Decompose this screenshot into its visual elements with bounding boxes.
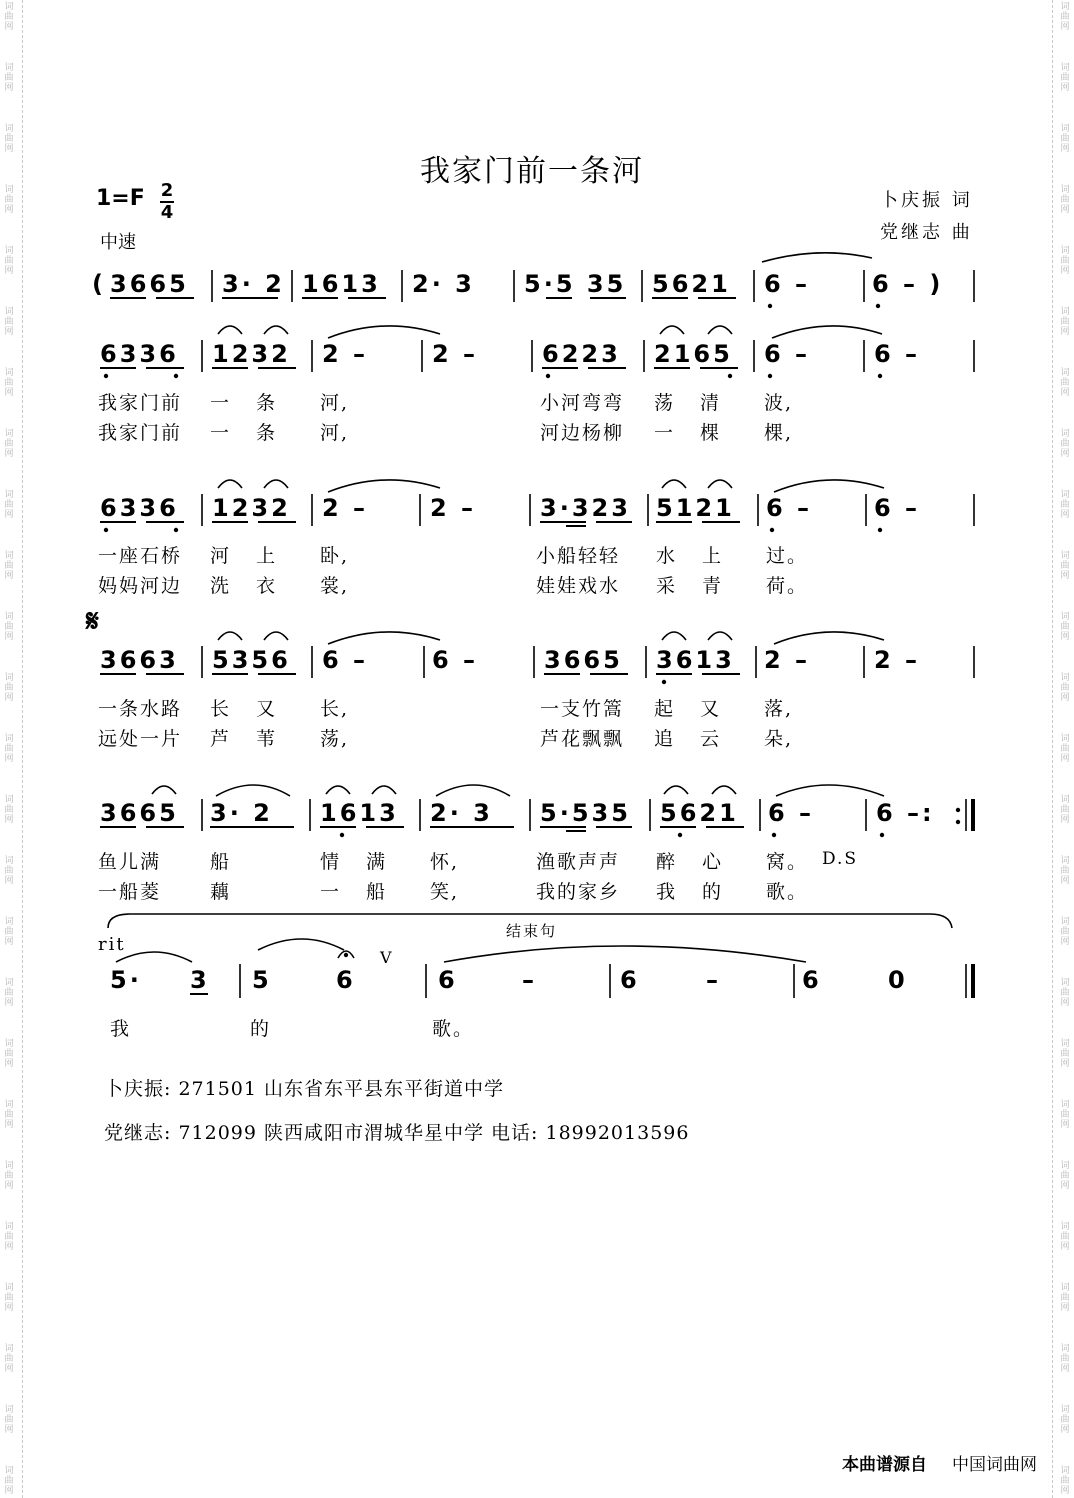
ending-note: 6 [620, 966, 640, 994]
breath-mark: V [380, 948, 392, 967]
watermark-text: 词曲网 [4, 612, 14, 642]
watermark-text: 词曲网 [1060, 734, 1070, 764]
ending-dash: – [522, 966, 537, 994]
lyric: 鱼儿满 [98, 851, 162, 873]
watermark-text: 词曲网 [4, 978, 14, 1008]
watermark-text: 词曲网 [4, 1466, 14, 1496]
ending-note: 3 [190, 966, 210, 994]
watermark-text: 词曲网 [1060, 2, 1070, 32]
watermark-text: 词曲网 [1060, 1344, 1070, 1374]
lyric: 我 [656, 881, 678, 903]
watermark-text: 词曲网 [1060, 795, 1070, 825]
lyric: 一船菱 [98, 881, 162, 903]
measure: 5356 [212, 646, 291, 674]
lyric: 追 [654, 728, 676, 750]
lyric: 歌。 [432, 1018, 475, 1040]
watermark-text: 词曲网 [1060, 63, 1070, 93]
measure: 2165 [654, 340, 733, 368]
lyric: 一座石桥 [98, 545, 183, 567]
lyric: 我家门前 [98, 392, 183, 414]
composer-credit: 党继志 曲 [880, 222, 973, 243]
lyricist-contact: 卜庆振: 271501 山东省东平县东平街道中学 [104, 1078, 505, 1100]
tempo-marking: 中速 [100, 232, 136, 253]
ending-note: 5 [252, 966, 272, 994]
lyric: 我家门前 [98, 422, 183, 444]
time-numerator: 2 [160, 180, 174, 201]
octave-dots [104, 304, 884, 837]
measure: 6 – [764, 270, 811, 298]
watermark-text: 词曲网 [1060, 368, 1070, 398]
measure: 3665 [544, 646, 623, 674]
measure: 3· 2 [222, 270, 285, 298]
watermark-text: 词曲网 [4, 368, 14, 398]
key-signature: 1=F [96, 186, 145, 211]
lyric: 上 [256, 545, 278, 567]
measure: 2· 3 [412, 270, 475, 298]
watermark-text: 词曲网 [4, 124, 14, 154]
ending-note: 6 [336, 966, 356, 994]
lyric: 满 [366, 851, 388, 873]
measure: 6 – [322, 646, 369, 674]
lyricist-credit: 卜庆振 词 [880, 190, 973, 211]
lyric: 青 [702, 575, 724, 597]
lyric: 河 [210, 545, 232, 567]
ending-label: 结束句 [506, 922, 558, 940]
measure: 6 – [874, 494, 921, 522]
watermark-text: 词曲网 [4, 1222, 14, 1252]
lyric: 河边杨柳 [540, 422, 625, 444]
lyric: 藕 [210, 881, 232, 903]
watermark-text: 词曲网 [1060, 429, 1070, 459]
lyric: 又 [700, 698, 722, 720]
lyric: 妈妈河边 [98, 575, 183, 597]
measure: 1232 [212, 340, 291, 368]
lyric: 我 [110, 1018, 132, 1040]
lyric: 一 [320, 881, 342, 903]
measure: 3665 [110, 270, 189, 298]
watermark-text: 词曲网 [1060, 1100, 1070, 1130]
measure: 1613 [302, 270, 381, 298]
measure: 6 – [768, 799, 815, 827]
ending-dash: – [706, 966, 721, 994]
watermark-text: 词曲网 [4, 490, 14, 520]
lyric: 过。 [766, 545, 809, 567]
repeat-dots [956, 808, 960, 824]
footer-source-label: 本曲谱源自 [842, 1455, 927, 1475]
watermark-text: 词曲网 [1060, 917, 1070, 947]
measure: 6 – [874, 340, 921, 368]
watermark-text: 词曲网 [1060, 490, 1070, 520]
measure: 3· 2 [210, 799, 273, 827]
measure: 3613 [656, 646, 735, 674]
lyric: 裳, [320, 575, 350, 597]
watermark-text: 词曲网 [4, 734, 14, 764]
watermark-text: 词曲网 [1060, 1222, 1070, 1252]
lyric: 荡 [654, 392, 676, 414]
watermark-text: 词曲网 [1060, 551, 1070, 581]
watermark-text: 词曲网 [1060, 612, 1070, 642]
measure: 1613 [320, 799, 399, 827]
lyric: 衣 [256, 575, 278, 597]
lyric: 小河弯弯 [540, 392, 625, 414]
measure: 2· 3 [430, 799, 493, 827]
measure: 3663 [100, 646, 179, 674]
song-title: 我家门前一条河 [420, 154, 644, 189]
lyric: 芦花飘飘 [540, 728, 625, 750]
lyric: 河, [320, 392, 350, 414]
lyric: 又 [256, 698, 278, 720]
lyric: 怀, [430, 851, 460, 873]
measure: 6336 [100, 494, 179, 522]
watermark-text: 词曲网 [4, 1039, 14, 1069]
lyric: 一 [210, 392, 232, 414]
lyric: 长, [320, 698, 350, 720]
lyric: 的 [702, 881, 724, 903]
lyric: 波, [764, 392, 794, 414]
measure: 3665 [100, 799, 179, 827]
beam-underlines [100, 298, 744, 994]
lyric: 采 [656, 575, 678, 597]
lyric: 起 [654, 698, 676, 720]
lyric: 棵 [700, 422, 722, 444]
watermark-text: 词曲网 [4, 185, 14, 215]
lyric: 条 [256, 392, 278, 414]
measure: 2 – [322, 494, 369, 522]
measure: 2 – [430, 494, 477, 522]
measure: 6336 [100, 340, 179, 368]
lyric: 娃娃戏水 [536, 575, 621, 597]
lyric: 棵, [764, 422, 794, 444]
lyric: 一条水路 [98, 698, 183, 720]
measure: 3·323 [540, 494, 631, 522]
watermark-text: 词曲网 [4, 795, 14, 825]
lyric: 醉 [656, 851, 678, 873]
watermark-text: 词曲网 [4, 1161, 14, 1191]
watermark-text: 词曲网 [1060, 1039, 1070, 1069]
watermark-text: 词曲网 [4, 673, 14, 703]
watermark-text: 词曲网 [1060, 978, 1070, 1008]
measure: 5121 [656, 494, 735, 522]
measure: 6223 [542, 340, 621, 368]
lyric: 洗 [210, 575, 232, 597]
lyric: 清 [700, 392, 722, 414]
watermark-text: 词曲网 [4, 551, 14, 581]
lyric: 卧, [320, 545, 350, 567]
lyric: 上 [702, 545, 724, 567]
watermark-text: 词曲网 [4, 856, 14, 886]
watermark-text: 词曲网 [1060, 1405, 1070, 1435]
watermark-text: 词曲网 [4, 1100, 14, 1130]
lyric: 船 [366, 881, 388, 903]
slurs [108, 253, 952, 962]
dal-segno-mark: D.S [822, 849, 859, 869]
watermark-text: 词曲网 [1060, 185, 1070, 215]
watermark-text: 词曲网 [4, 1344, 14, 1374]
watermark-text: 词曲网 [1060, 1466, 1070, 1496]
watermark-text: 词曲网 [4, 246, 14, 276]
lyric: 一 [210, 422, 232, 444]
lyric: 长 [210, 698, 232, 720]
measure: 2 – [764, 646, 811, 674]
watermark-text: 词曲网 [4, 917, 14, 947]
lyric: 一支竹篙 [540, 698, 625, 720]
measure: 6 – [764, 340, 811, 368]
time-denominator: 4 [160, 202, 174, 223]
measure: 6 –: [876, 799, 935, 827]
measure: 5·5 35 [524, 270, 627, 298]
lyric: 荷。 [766, 575, 809, 597]
lyric: 船 [210, 851, 232, 873]
lyric: 苇 [256, 728, 278, 750]
measure: 2 – [432, 340, 479, 368]
measure: 5621 [660, 799, 739, 827]
intro-open-paren: ( [92, 270, 106, 298]
lyric: 情 [320, 851, 342, 873]
watermark-text: 词曲网 [1060, 124, 1070, 154]
lyric: 窝。 [766, 851, 809, 873]
lyric: 朵, [764, 728, 794, 750]
lyric: 芦 [210, 728, 232, 750]
lyric: 条 [256, 422, 278, 444]
watermark-text: 词曲网 [4, 1405, 14, 1435]
measure: 6 – [766, 494, 813, 522]
watermark-text: 词曲网 [4, 429, 14, 459]
watermark-text: 词曲网 [4, 63, 14, 93]
lyric: 小船轻轻 [536, 545, 621, 567]
lyric: 荡, [320, 728, 350, 750]
segno-sign: 𝄋 [86, 604, 99, 639]
lyric: 云 [700, 728, 722, 750]
lyric: 渔歌声声 [536, 851, 621, 873]
watermark-text: 词曲网 [4, 307, 14, 337]
footer-site-link[interactable]: 中国词曲网 [952, 1455, 1037, 1475]
ending-rest: 0 [888, 966, 908, 994]
composer-contact: 党继志: 712099 陕西咸阳市渭城华星中学 电话: 18992013596 [104, 1122, 690, 1144]
ending-note: 5· [110, 966, 142, 994]
measure: 6 – ) [872, 270, 944, 298]
watermark-text: 词曲网 [4, 1283, 14, 1313]
watermark-text: 词曲网 [1060, 307, 1070, 337]
watermark-text: 词曲网 [1060, 246, 1070, 276]
lyric: 笑, [430, 881, 460, 903]
lyric: 歌。 [766, 881, 809, 903]
lyric: 一 [654, 422, 676, 444]
measure: 5·535 [540, 799, 631, 827]
measure: 2 – [874, 646, 921, 674]
watermark-text: 词曲网 [1060, 1283, 1070, 1313]
lyric: 远处一片 [98, 728, 183, 750]
lyric: 落, [764, 698, 794, 720]
lyric: 水 [656, 545, 678, 567]
measure: 5621 [652, 270, 731, 298]
watermark-text: 词曲网 [1060, 856, 1070, 886]
fermata-mark [338, 951, 354, 958]
watermark-text: 词曲网 [1060, 1161, 1070, 1191]
measure: 2 – [322, 340, 369, 368]
lyric: 河, [320, 422, 350, 444]
measure: 1232 [212, 494, 291, 522]
ending-note: 6 [802, 966, 822, 994]
measure: 6 – [432, 646, 479, 674]
watermark-text: 词曲网 [1060, 673, 1070, 703]
lyric: 的 [250, 1018, 272, 1040]
ending-note: 6 [438, 966, 458, 994]
watermark-text: 词曲网 [4, 2, 14, 32]
ritardando-mark: rit [98, 934, 126, 955]
lyric: 我的家乡 [536, 881, 621, 903]
lyric: 心 [702, 851, 724, 873]
